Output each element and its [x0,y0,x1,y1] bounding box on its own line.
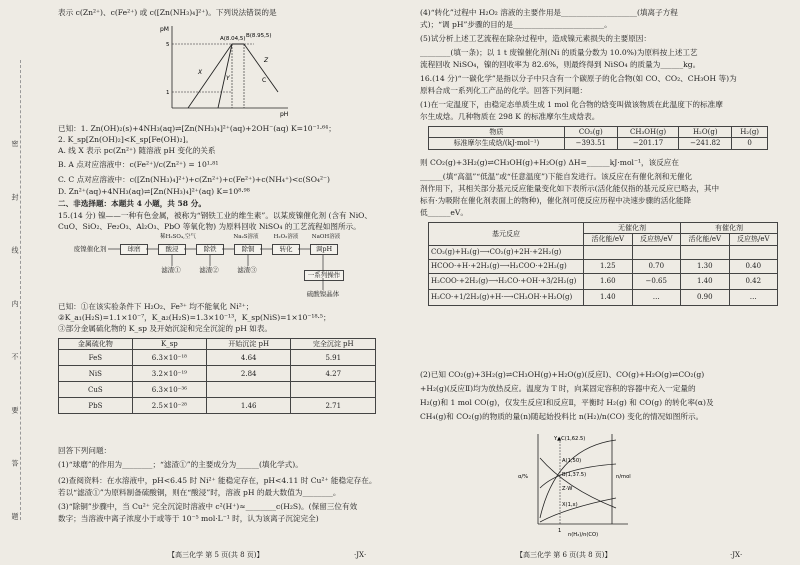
option-a: A. 线 X 表示 pc(Zn²⁺) 随溶液 pH 变化的关系 [58,146,216,155]
energy-table: 基元反应 无催化剂 有催化剂 活化能/eV 反应热/eV 活化能/eV 反应热/eV CO₂(g)+H₂(g)⟶CO₂(g)+2H·+2H₂(g) HCOO·+H·+2H₂(g)⟶H₂COO·+2H₂(g) 1.25 0.70 1.30 0.40 H₂COO·+2H₂(g)⟶H₂CO·+OH·+3/2H₂(g) 1.60 −0.65 1.40 0.42 H₂CO·+1/2H₂(g)+H·⟶CH₃OH·+H₂O(g) 1.40 … 0.90 … [428,222,778,306]
table-row: H₂CO·+1/2H₂(g)+H·⟶CH₃OH·+H₂O(g) 1.40 … 0.90 … [429,289,778,305]
ytick-5: 5 [166,42,170,48]
point-a: A(1,50) [562,458,582,464]
known-line-1: 已知：1. Zn(OH)₂(s)+4NH₃(aq)⇌[Zn(NH₃)₄]²⁺(aq)+2OH⁻(aq) K=10⁻¹·⁶⁴； [58,124,336,133]
flow-step-iron: 除铁 [196,244,224,255]
q16-1b: 尔生成焓。几种物质在 298 K 的标准摩尔生成焓表。 [420,112,600,121]
q16-1d: ______(填“高温”“低温”或“任意温度”)下能自发进行。该反应在有催化剂和无催化 [420,172,693,181]
q16-2a: (2)已知 CO₂(g)+3H₂(g)⇌CH₃OH(g)+H₂O(g)(反应Ⅰ)、CO(g)+H₂O(g)⇌CO₂(g) [420,370,705,379]
known-15-3: ③部分金属硫化物的 K_sp 及开始沉淀和完全沉淀的 pH 如表。 [58,324,273,333]
q15-4b: 式)；“调 pH”步骤的目的是________________________。 [420,20,612,29]
th-end-ph: 完全沉淀 pH [291,339,376,350]
y2-axis-label: n/mol [616,474,631,480]
q15-2b: 若以“滤渣①”为原料制备硫酸铜，则在“酸浸”时，溶液 pH 的最大数值为________。 [58,488,341,497]
graph-ylabel: pM [160,26,169,33]
th-ksp: K_sp [132,339,206,350]
reagent-na2s: Na₂S溶液 [233,234,259,240]
residue-2: 滤渣② [199,266,219,274]
y-axis-label: α/% [518,474,529,480]
enthalpy-table: 物质 CO₂(g) CH₃OH(g) H₂O(g) H₂(g) 标准摩尔生成焓/(kJ·mol⁻¹) −393.51 −201.17 −241.82 0 [428,126,768,150]
flow-tail: 一系列操作 [304,270,344,281]
point-b: B(1,37.5) [562,472,587,478]
table-row: FeS 6.3×10⁻¹⁸ 4.64 5.91 [59,350,376,366]
q-intro-line: 表示 c(Zn²⁺)、c(Fe²⁺) 或 c([Zn(NH₃)₄]²⁺)。下列说法错误的是 [58,8,277,17]
q16-2b: +H₂(g)(反应Ⅱ)均为放热反应。温度为 T 时，向某固定容积的容器中充入一定量的 [420,384,696,393]
th-start-ph: 开始沉淀 pH [206,339,291,350]
q16-2c: H₂(g)和 1 mol CO(g)，仅发生反应Ⅰ和反应Ⅱ，平衡时 H₂(g) 和 CO(g) 的转化率(α)及 [420,398,714,407]
flow-product: 硫酸镍晶体 [306,290,340,298]
curve-x-label: X [198,69,203,76]
residue-1: 滤渣① [161,266,181,274]
curve-z-label: Z [264,57,269,64]
option-b: B. A 点对应溶液中：c(Fe²⁺)/c(Zn²⁺) = 10¹·⁸¹ [58,160,219,169]
point-a-label: A(8.04,5) [220,36,246,42]
section-heading: 二、非选择题：本题共 4 小题，共 58 分。 [58,199,206,208]
q16-1c: 则 CO₂(g)+3H₂(g)⇌CH₃OH(g)+H₂O(g) ΔH=______kJ·mol⁻¹，该反应在 [420,158,679,167]
q16-1g: 低______eV。 [420,208,468,217]
binding-notice: 密 封 线 内 不 要 答 题 [11,140,19,542]
flow-step-copper: 除铜 [234,244,262,255]
q16-1f: 标有·为吸附在催化剂表面上的物种)，催化剂可使反应历程中决速步骤的活化能降 [420,196,692,205]
x-tick: 1 [558,528,562,534]
q15-3b: 数字；当溶液中离子浓度小于或等于 10⁻⁵ mol·L⁻¹ 时，认为该离子沉淀完全) [58,514,319,523]
table-row: CO₂(g)+H₂(g)⟶CO₂(g)+2H·+2H₂(g) [429,245,778,259]
th-sulfide: 金属硫化物 [59,339,133,350]
flow-step-ph: 调pH [310,244,338,255]
x-axis-label: n(H₂)/n(CO) [568,532,599,538]
sulfide-table [58,338,376,414]
point-c-label: C [262,77,267,84]
option-c: C. C 点对应溶液中：c([Zn(NH₃)₄]²⁺)+c(Zn²⁺)+c(Fe²⁺)+c(NH₄⁺)<c(SO₄²⁻) [58,175,330,184]
q15-2a: (2)查阅资料：在水溶液中，pH<6.45 时 Ni²⁺ 能稳定存在，pH<4.11 时 Cu²⁺ 能稳定存在。 [58,476,377,485]
table-row: PbS 2.5×10⁻²⁸ 1.46 2.71 [59,398,376,414]
q16-stem-1: 16.(14 分)“一碳化学”是指以分子中只含有一个碳原子的化合物(如 CO、CO₂、CH₃OH 等)为 [420,74,737,83]
curve-z [244,44,278,92]
answer-heading: 回答下列问题： [58,446,112,455]
flow-step-convert: 转化 [272,244,300,255]
flow-arrows [106,244,356,294]
footer-right-page6: ·JX· [730,550,743,559]
conversion-graph [516,428,636,538]
binding-line [20,60,31,520]
flow-step-ballmill: 球磨 [120,244,148,255]
q15-stem-1: 15.(14 分) 镍——一种有色金属，被称为“钢铁工业的维生素”。以某废镍催化剂 (含有 NiO、 [58,211,372,220]
page-5 [58,8,388,560]
ytick-1: 1 [166,90,170,96]
curve-y [218,44,244,108]
known-15-1: 已知：①在该实验条件下 H₂O₂、Fe³⁺ 均不能氧化 Ni²⁺； [58,302,254,311]
q15-5a: (5)试分析上述工艺流程在除杂过程中，造成镍元素损失的主要原因： [420,34,651,43]
q15-3a: (3)“除铜”步骤中，当 Cu²⁺ 完全沉淀时溶液中 c²(H⁺)≈________c(H₂S)。(保留三位有效 [58,502,358,511]
residue-3: 滤渣③ [237,266,257,274]
curve-y-label: Y [226,75,230,82]
q16-1a: (1)在一定温度下，由稳定态单质生成 1 mol 化合物的焓变叫做该物质在此温度下的标准摩 [420,100,723,109]
table-row: 标准摩尔生成焓/(kJ·mol⁻¹) −393.51 −201.17 −241.82 0 [429,138,768,149]
flow-step-acid: 酸浸 [158,244,186,255]
option-d: D. Zn²⁺(aq)+4NH₃(aq)⇌[Zn(NH₃)₄]²⁺(aq) K=10⁸·⁹⁸ [58,187,250,196]
q16-stem-2: 原料合成一系列化工产品的化学。回答下列问题： [420,86,588,95]
point-b-label: B(8.95,5) [246,33,272,39]
point-c: Y▲C(1,62.5) [554,436,586,442]
point-zw: Z·W [562,486,573,492]
page-6 [420,8,792,560]
q15-stem-2: CuO、SiO₂、Fe₂O₃、Al₂O₃、PbO 等氧化物) 为原料回收 NiSO₄ 的工艺流程如图所示。 [58,222,361,231]
q15-5c: 流程回收 NiSO₄，镍的回收率为 82.6%，则最终得到 NiSO₄ 的质量为______kg。 [420,60,701,69]
table-row: HCOO·+H·+2H₂(g)⟶H₂COO·+2H₂(g) 1.25 0.70 1.30 0.40 [429,259,778,273]
pm-ph-graph [158,22,298,118]
graph-xlabel: pH [280,111,289,118]
reagent-acid: 稀H₂SO₄,空气 [160,234,196,240]
table-row: NiS 3.2×10⁻¹⁹ 2.84 4.27 [59,366,376,382]
known-line-2: 2. K_sp[Zn(OH)₂]<K_sp[Fe(OH)₂]。 [58,135,194,144]
q15-1: (1)“球磨”的作用为________；“滤渣①”的主要成分为______(填化学式)。 [58,460,303,469]
q15-5b: ________(填一条)；以 1 t 废镍催化剂(Ni 的质量分数为 10.0%)为原料按上述工艺 [420,48,698,57]
flow-feed: 废镍催化剂 [73,245,107,253]
q16-1e: 剂作用下，其相关部分基元反应能量变化如下表所示(活化能仅指的基元反应已略去，其中 [420,184,720,193]
point-x: X(1,x) [562,502,578,508]
footer-left-page5: 【高三化学 第 5 页(共 8 页)】 [168,550,264,559]
table-row: CuS 6.3×10⁻³⁶ [59,382,376,398]
known-15-2: ②K_a₁(H₂S)=1.1×10⁻⁷，K_a₂(H₂S)=1.3×10⁻¹³，K_sp(NiS)=1×10⁻¹⁸·⁵； [58,313,331,322]
reagent-naoh: NaOH溶液 [311,234,341,240]
table-row: H₂COO·+2H₂(g)⟶H₂CO·+OH·+3/2H₂(g) 1.60 −0.65 1.40 0.42 [429,273,778,289]
reagent-h2o2: H₂O₂溶液 [273,234,299,240]
footer-right-page5: ·JX· [354,550,367,559]
footer-left-page6: 【高三化学 第 6 页(共 8 页)】 [516,550,612,559]
q15-4a: (4)“转化”过程中 H₂O₂ 溶液的主要作用是____________________(填离子方程 [420,8,678,17]
q16-2d: CH₄(g)和 CO₂(g)的物质的量(n)随起始投料比 n(H₂)/n(CO) 变化的情况如图所示。 [420,412,704,421]
